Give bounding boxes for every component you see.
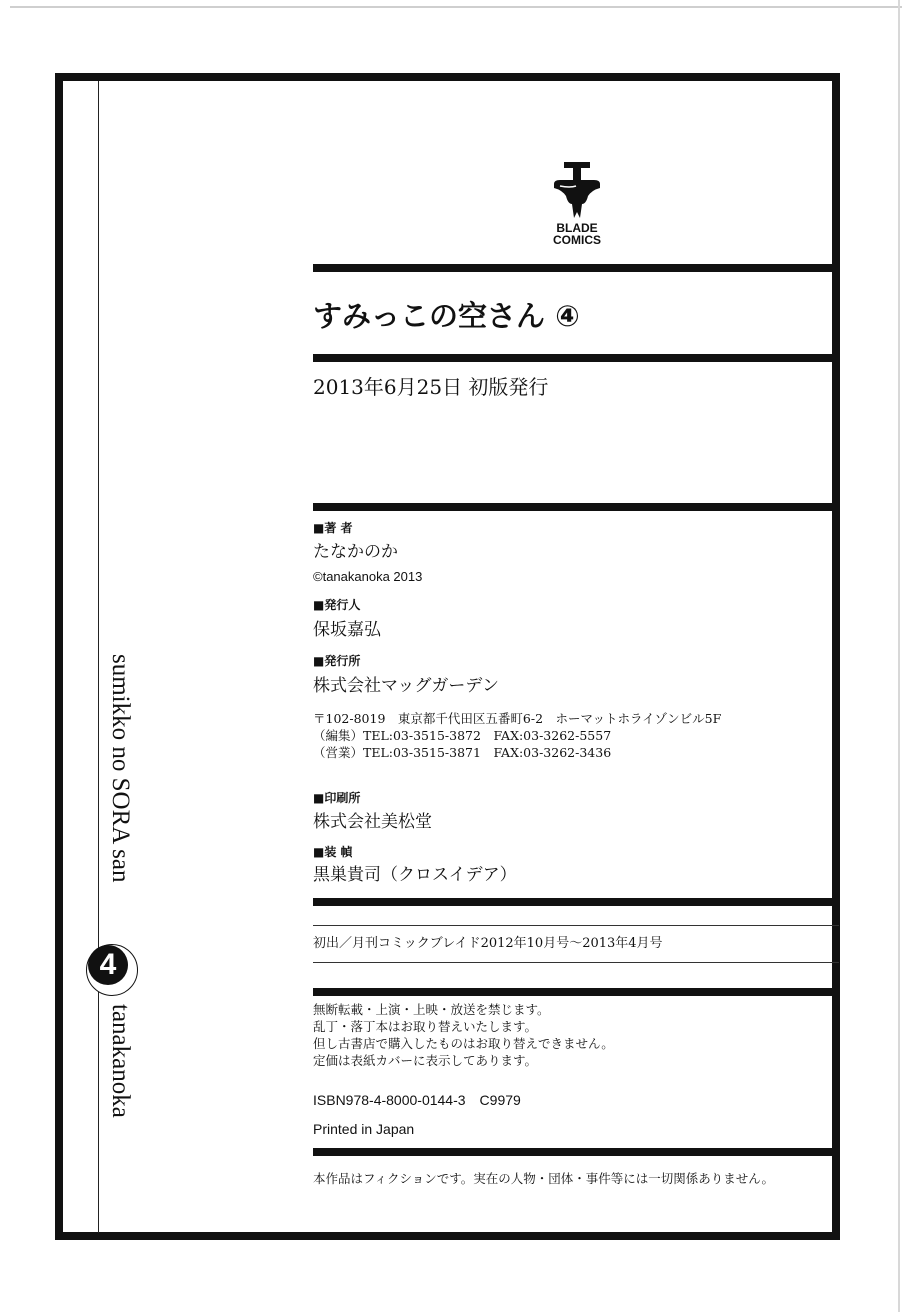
publisher-address: 〒102-8019 東京都千代田区五番町6-2 ホーマットホライゾンビル5F [313, 711, 722, 726]
spine-author: tanakanoka [107, 1004, 134, 1118]
notice-line-3: 但し古書店で購入したものはお取り替えできません。 [313, 1036, 614, 1051]
thin-rule-2 [313, 962, 839, 963]
right-bar-1 [832, 264, 840, 362]
thin-rule-1 [313, 925, 839, 926]
rule-under-serialization [313, 988, 839, 996]
copyright: ©tanakanoka 2013 [313, 569, 423, 584]
rule-under-credits [313, 898, 839, 906]
logo-text [542, 222, 612, 246]
page-edge-right [898, 0, 900, 1312]
first-edition-date: 2013年6月25日 初版発行 [313, 375, 549, 399]
notice-line-4: 定価は表紙カバーに表示してあります。 [313, 1053, 538, 1068]
designer-name: 黒巣貴司（クロスイデア） [313, 865, 517, 885]
notice-line-1: 無断転載・上演・上映・放送を禁じます。 [313, 1002, 550, 1017]
printed-in: Printed in Japan [313, 1121, 415, 1137]
fiction-disclaimer: 本作品はフィクションです。実在の人物・団体・事件等には一切関係ありません。 [313, 1171, 775, 1186]
isbn: ISBN978-4-8000-0144-3 C9979 [313, 1092, 521, 1108]
anvil-sword-icon [542, 160, 612, 222]
sales-contact: （営業）TEL:03-3515-3871 FAX:03-3262-3436 [313, 745, 612, 760]
right-bar-2 [832, 503, 840, 906]
publisher-person: 保坂嘉弘 [313, 620, 381, 640]
spine-band [100, 654, 140, 1154]
author-label: ■著 者 [313, 521, 353, 535]
blade-comics-logo [542, 160, 612, 250]
notice-line-2: 乱丁・落丁本はお取り替えいたします。 [313, 1019, 538, 1034]
spine-title: sumikko no SORA san [107, 654, 134, 883]
publisher-name: 株式会社マッグガーデン [313, 676, 499, 696]
rule-under-logo [313, 264, 839, 272]
publisher-label: ■発行所 [313, 654, 361, 668]
book-title: すみっこの空さん ④ [313, 299, 580, 333]
logo-line-1: BLADE [556, 221, 598, 235]
design-label: ■装 幀 [313, 845, 353, 859]
printer-name: 株式会社美松堂 [313, 812, 432, 832]
spine-divider [98, 81, 99, 1233]
editorial-contact: （編集）TEL:03-3515-3872 FAX:03-3262-5557 [313, 728, 612, 743]
serialization-note: 初出／月刊コミックブレイド2012年10月号〜2013年4月号 [313, 936, 663, 951]
rule-above-disclaimer [313, 1148, 839, 1156]
printer-label: ■印刷所 [313, 791, 361, 805]
rule-under-date [313, 503, 839, 511]
logo-line-2: COMICS [553, 233, 601, 247]
author-name: たなかのか [313, 542, 398, 562]
page-edge [10, 6, 902, 8]
right-bar-3 [832, 988, 840, 1156]
publisher-person-label: ■発行人 [313, 598, 361, 612]
volume-number-badge: 4 [88, 945, 128, 985]
rule-under-title [313, 354, 839, 362]
